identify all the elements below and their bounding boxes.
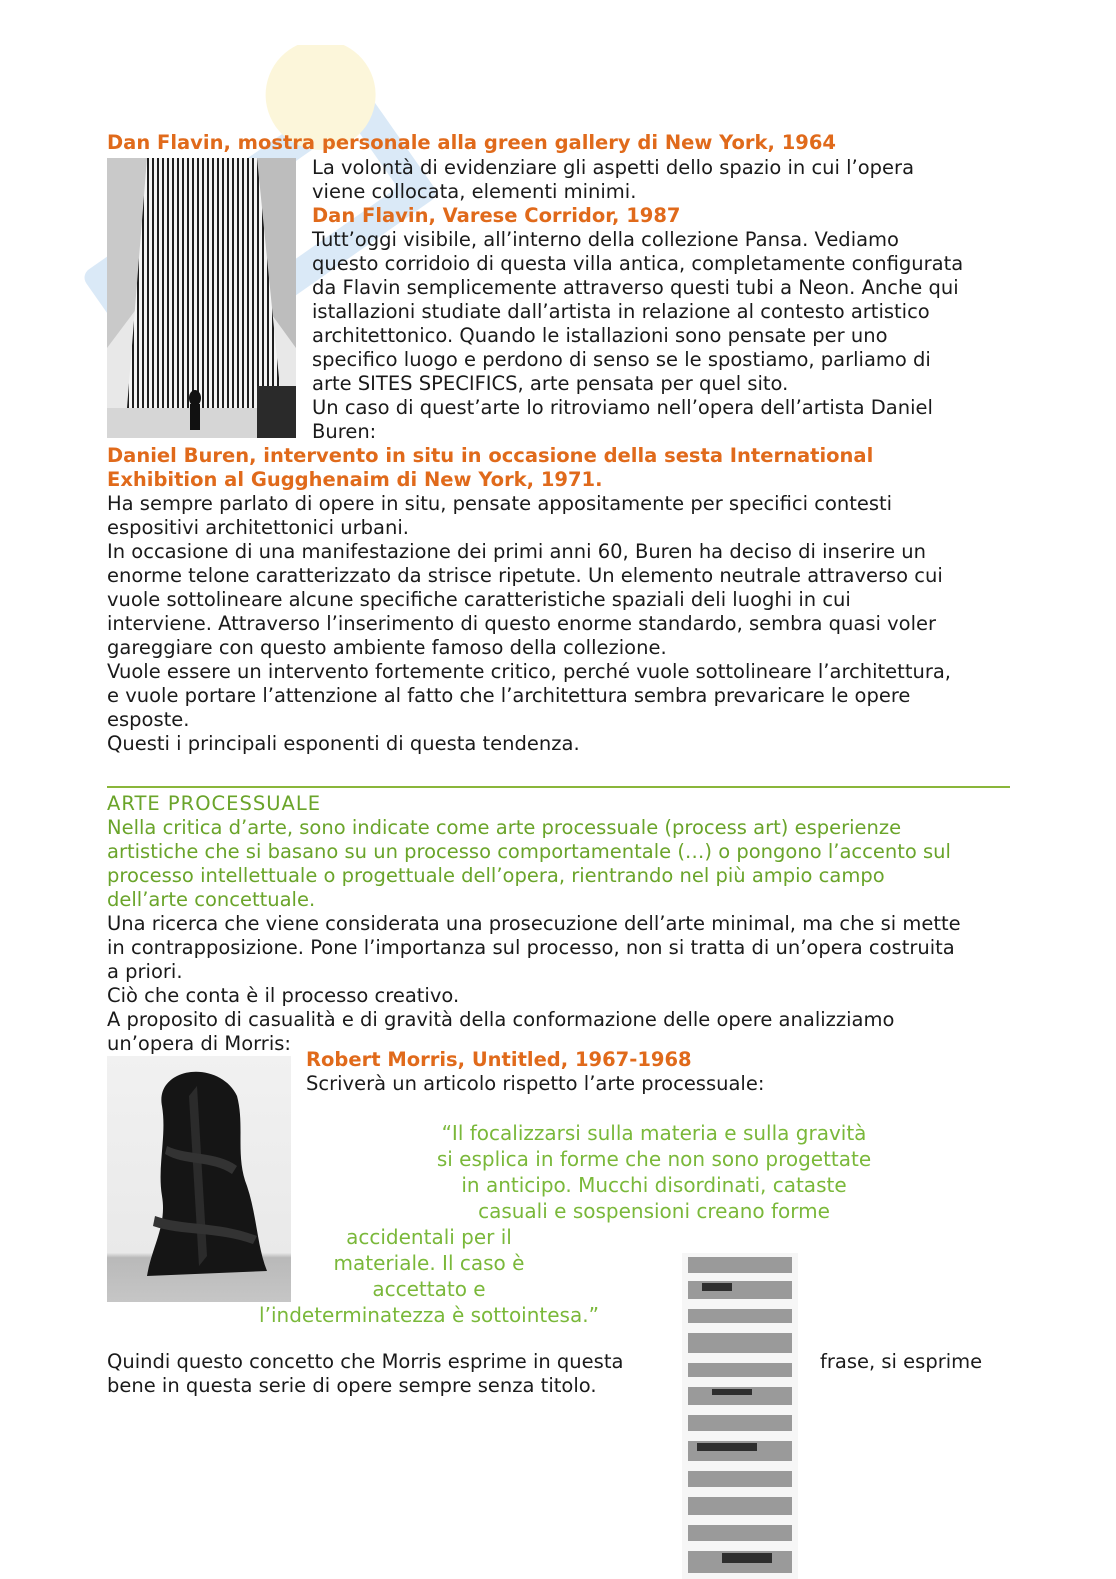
section-title: ARTE PROCESSUALE (107, 792, 322, 815)
morris-heading: Robert Morris, Untitled, 1967-1968 (306, 1048, 692, 1071)
text-line: questo corridoio di questa villa antica, completamente configurata (312, 252, 964, 275)
text-line: da Flavin semplicemente attraverso questi tubi a Neon. Anche qui (312, 276, 959, 299)
flavin-varese-heading: Dan Flavin, Varese Corridor, 1987 (312, 204, 681, 227)
text-line: Un caso di quest’arte lo ritroviamo nell’opera dell’artista Daniel (312, 396, 933, 419)
closing-paragraph (107, 1350, 667, 1398)
quote-line: l’indeterminatezza è sottointesa.” (259, 1303, 599, 1327)
text-line: interviene. Attraverso l’inserimento di questo enorme standardo, sembra quasi voler (107, 612, 937, 635)
text-line: a priori. (107, 960, 183, 983)
quote-line: materiale. Il caso è (333, 1251, 525, 1275)
text-line: frase, si esprime (820, 1350, 983, 1373)
quote-line: accettato e (372, 1277, 486, 1301)
text-line: enorme telone caratterizzato da strisce ripetute. Un elemento neutrale attraverso cui (107, 564, 943, 587)
text-line: e vuole portare l’attenzione al fatto che l’architettura sembra prevaricare le opere (107, 684, 911, 707)
text-line: architettonico. Quando le istallazioni sono pensate per uno (312, 324, 888, 347)
text-line: specifico luogo e perdono di senso se le spostiamo, parliamo di (312, 348, 931, 371)
text-line: bene in questa serie di opere sempre senza titolo. (107, 1374, 597, 1397)
text-line: La volontà di evidenziare gli aspetti dello spazio in cui l’opera (312, 156, 915, 179)
quote-line: casuali e sospensioni creano forme (478, 1199, 830, 1223)
text-line: Una ricerca che viene considerata una prosecuzione dell’arte minimal, ma che si mette (107, 912, 961, 935)
closing-right (820, 1350, 1010, 1374)
definition-line: artistiche che si basano su un processo comportamentale (…) o pongono l’accento sul (107, 840, 951, 863)
text-line: Scriverà un articolo rispetto l’arte processuale: (306, 1072, 765, 1095)
text-line: arte SITES SPECIFICS, arte pensata per quel sito. (312, 372, 789, 395)
text-line: un’opera di Morris: (107, 1032, 291, 1055)
text-line: viene collocata, elementi minimi. (312, 180, 637, 203)
text-line: Quindi questo concetto che Morris esprime in questa (107, 1350, 624, 1373)
text-line: Buren: (312, 420, 377, 443)
text-line: vuole sottolineare alcune specifiche caratteristiche spaziali deli luoghi in cui (107, 588, 851, 611)
section-divider (107, 786, 1010, 788)
morris-quote-top (406, 1120, 902, 1224)
text-line: in contrapposizione. Pone l’importanza sul processo, non si tratta di un’opera costruita (107, 936, 955, 959)
text-line: A proposito di casualità e di gravità della conformazione delle opere analizziamo (107, 1008, 895, 1031)
flavin-green-gallery-heading: Dan Flavin, mostra personale alla green gallery di New York, 1964 (107, 131, 836, 154)
morris-intro (306, 1048, 1006, 1096)
text-line: Questi i principali esponenti di questa tendenza. (107, 732, 580, 755)
definition-line: Nella critica d’arte, sono indicate come arte processuale (process art) esperienze (107, 816, 902, 839)
quote-line: accidentali per il (346, 1225, 512, 1249)
buren-heading-line: Daniel Buren, intervento in situ in occasione della sesta International (107, 444, 874, 467)
text-line: istallazioni studiate dall’artista in relazione al contesto artistico (312, 300, 930, 323)
text-line: gareggiare con questo ambiente famoso della collezione. (107, 636, 667, 659)
arte-processuale-section (107, 792, 1012, 1056)
text-line: Vuole essere un intervento fortemente critico, perché vuole sottolineare l’architettura, (107, 660, 951, 683)
quote-line: si esplica in forme che non sono progettate (436, 1147, 872, 1171)
morris-quote-bottom (232, 1224, 626, 1328)
text-line: Tutt’oggi visibile, all’interno della collezione Pansa. Vediamo (312, 228, 899, 251)
definition-line: processo intellettuale o progettuale dell’opera, rientrando nel più ampio campo (107, 864, 885, 887)
definition-line: dell’arte concettuale. (107, 888, 316, 911)
text-line: In occasione di una manifestazione dei primi anni 60, Buren ha deciso di inserire un (107, 540, 926, 563)
text-line: espositivi architettonici urbani. (107, 516, 409, 539)
buren-section (107, 444, 1012, 756)
morris-photo-strip (682, 1253, 798, 1579)
buren-heading-line: Exhibition al Gugghenaim di New York, 1971. (107, 468, 603, 491)
flavin-intro-paragraph (312, 156, 1012, 444)
quote-line: “Il focalizzarsi sulla materia e sulla gravità (441, 1121, 867, 1145)
quote-line: in anticipo. Mucchi disordinati, cataste (461, 1173, 847, 1197)
text-line: esposte. (107, 708, 190, 731)
text-line: Ciò che conta è il processo creativo. (107, 984, 460, 1007)
text-line: Ha sempre parlato di opere in situ, pensate appositamente per specifici contesti (107, 492, 893, 515)
flavin-installation-photo (107, 158, 296, 438)
